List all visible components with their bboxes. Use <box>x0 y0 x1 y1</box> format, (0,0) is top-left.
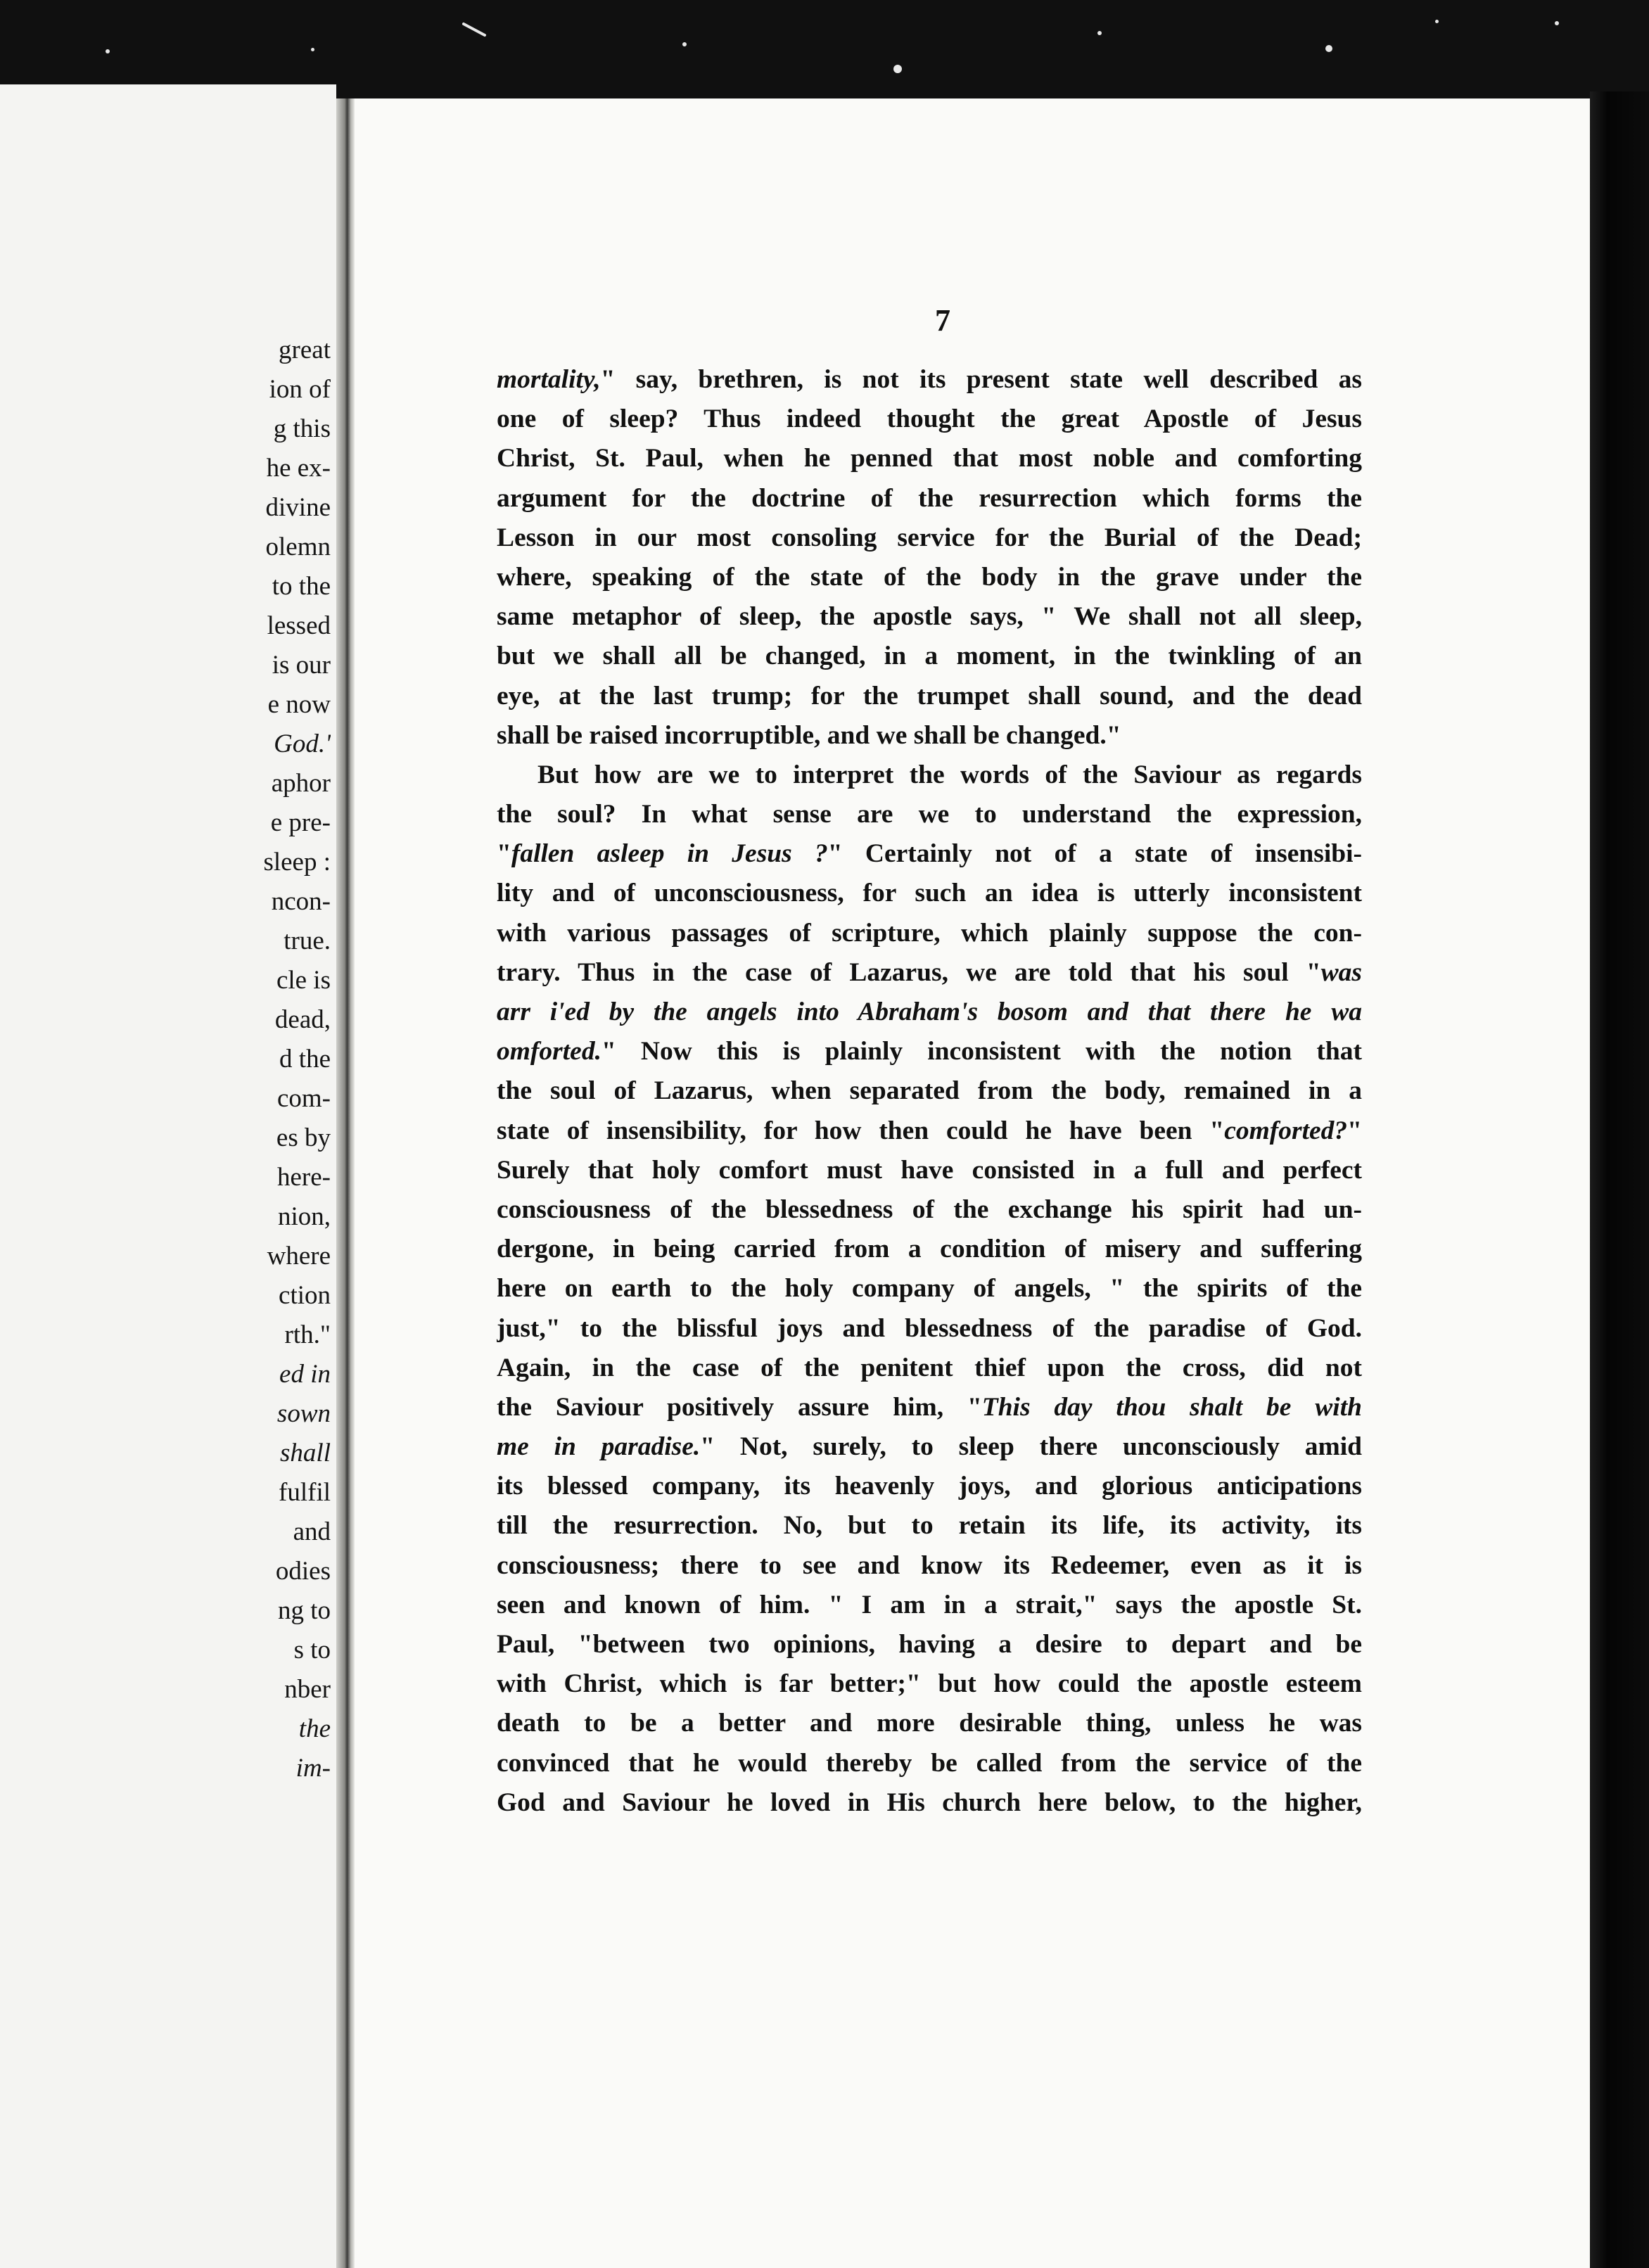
text-line <box>497 1388 1362 1427</box>
facing-line: ction <box>279 1281 331 1310</box>
text-line: the soul of Lazarus, when separated from the body, remained in a <box>497 1076 1362 1106</box>
text-line: one of sleep? Thus indeed thought the great Apostle of Jesus <box>497 404 1362 434</box>
text-line: the soul? In what sense are we to understand the expression, <box>497 800 1362 829</box>
text-line: Again, in the case of the penitent thief upon the cross, did not <box>497 1353 1362 1382</box>
facing-line: ncon- <box>271 887 331 916</box>
facing-line: s to <box>293 1636 331 1664</box>
italic-phrase: was <box>1320 957 1362 987</box>
text-line: Surely that holy comfort must have consisted in a full and perfect <box>497 1155 1362 1185</box>
facing-line: odies <box>275 1557 331 1586</box>
text-line <box>497 993 1362 1032</box>
text-line: Paul, "between two opinions, having a desire to depart and be <box>497 1630 1362 1659</box>
text-run: " <box>497 839 511 869</box>
facing-line: ng to <box>277 1596 331 1625</box>
text-line: with Christ, which is far better;" but how could the apostle esteem <box>497 1669 1362 1699</box>
facing-line: ed in <box>279 1360 331 1389</box>
facing-line: shall <box>280 1439 331 1467</box>
facing-line: the <box>298 1714 331 1743</box>
facing-line: God.' <box>274 730 331 758</box>
facing-line: dead, <box>274 1005 331 1034</box>
text-line <box>497 953 1362 993</box>
text-line: same metaphor of sleep, the apostle says, " We shall not all sleep, <box>497 602 1362 632</box>
facing-line: to the <box>272 572 331 601</box>
facing-line: great <box>279 336 331 364</box>
facing-line: rth." <box>284 1320 331 1349</box>
italic-phrase: omforted. <box>497 1037 601 1066</box>
dust-speck <box>682 42 687 46</box>
dust-speck <box>311 48 314 51</box>
facing-line: is our <box>272 651 331 680</box>
text-run: trary. Thus in the case of Lazarus, we are told that his soul " <box>497 957 1321 987</box>
text-run: " Not, surely, to sleep there unconsciously amid <box>700 1432 1362 1462</box>
facing-page-text <box>0 331 331 1788</box>
text-line: But how are we to interpret the words of the Saviour as regards <box>537 760 1362 789</box>
text-line <box>497 834 1362 874</box>
text-run: the Saviour positively assure him, " <box>497 1392 982 1422</box>
facing-line: es by <box>276 1123 331 1152</box>
facing-line: sleep : <box>263 848 331 877</box>
text-run: " Certainly not of a state of insensibi- <box>827 839 1362 869</box>
facing-line: divine <box>265 493 331 522</box>
text-run: state of insensibility, for how then could he have been " <box>497 1116 1225 1145</box>
scan-right-border <box>1590 91 1649 2268</box>
facing-line: ion of <box>269 375 331 404</box>
italic-phrase: arr i'ed by the angels into Abraham's bosom and that there he wa <box>497 998 1362 1026</box>
text-line <box>497 1427 1362 1467</box>
facing-line: e now <box>267 690 331 719</box>
text-line: Lesson in our most consoling service for the Burial of the Dead; <box>497 523 1362 552</box>
facing-line: e pre- <box>270 808 331 837</box>
text-line: shall be raised incorruptible, and we shall be changed." <box>497 720 1121 750</box>
facing-line: nber <box>284 1675 331 1704</box>
facing-line: sown <box>276 1399 331 1428</box>
facing-line: here- <box>277 1163 331 1192</box>
text-run: " Now this is plainly inconsistent with the notion that <box>601 1037 1362 1066</box>
dust-scratch <box>461 22 486 37</box>
facing-line: lessed <box>267 611 331 640</box>
text-line: but we shall all be changed, in a moment, in the twinkling of an <box>497 642 1362 671</box>
text-line: here on earth to the holy company of angels, " the spirits of the <box>497 1274 1362 1304</box>
text-run: " say, brethren, is not its present state well described as <box>600 365 1362 394</box>
text-line: just," to the blissful joys and blessedness of the paradise of God. <box>497 1313 1362 1343</box>
italic-phrase: me in paradise. <box>497 1432 701 1462</box>
book-gutter <box>336 98 355 2268</box>
text-line <box>497 360 1362 400</box>
text-line: consciousness; there to see and know its Redeemer, even as it is <box>497 1550 1362 1580</box>
facing-line: olemn <box>265 533 331 561</box>
facing-line: d the <box>279 1045 331 1074</box>
facing-line: fulfil <box>279 1478 331 1507</box>
text-line: with various passages of scripture, which plainly suppose the con- <box>497 918 1362 948</box>
page-body-text <box>497 360 1362 1823</box>
text-line: God and Saviour he loved in His church here below, to the higher, <box>497 1788 1362 1817</box>
text-line: lity and of unconsciousness, for such an idea is utterly inconsistent <box>497 879 1362 908</box>
facing-line: g this <box>273 414 331 443</box>
text-line: eye, at the last trump; for the trumpet shall sound, and the dead <box>497 681 1362 711</box>
text-line: Christ, St. Paul, when he penned that most noble and comforting <box>497 444 1362 473</box>
italic-phrase: comforted? <box>1224 1116 1348 1145</box>
text-line: dergone, in being carried from a condition of misery and suffering <box>497 1235 1362 1264</box>
facing-line: cle is <box>276 966 331 995</box>
italic-phrase: This day thou shalt be with <box>981 1392 1362 1422</box>
text-line: seen and known of him. " I am in a strait," says the apostle St. <box>497 1590 1362 1619</box>
dust-speck <box>1097 31 1102 35</box>
text-line: consciousness of the blessedness of the exchange his spirit had un- <box>497 1194 1362 1224</box>
text-line: till the resurrection. No, but to retain its life, its activity, its <box>497 1511 1362 1541</box>
facing-line: and <box>293 1517 331 1546</box>
dust-speck <box>1555 21 1559 25</box>
facing-line: where <box>267 1242 331 1270</box>
facing-line: nion, <box>277 1202 331 1231</box>
text-line: argument for the doctrine of the resurrection which forms the <box>497 483 1362 513</box>
text-line <box>497 1111 1362 1151</box>
text-line <box>497 1032 1362 1071</box>
text-line: where, speaking of the state of the body in the grave under the <box>497 562 1362 592</box>
text-line: convinced that he would thereby be called from the service of the <box>497 1748 1362 1778</box>
dust-speck <box>893 65 902 73</box>
facing-line: aphor <box>271 769 331 798</box>
facing-line: true. <box>284 926 331 955</box>
dust-speck <box>1435 20 1439 23</box>
text-line: death to be a better and more desirable thing, unless he was <box>497 1709 1362 1738</box>
italic-phrase: mortality, <box>497 365 601 394</box>
text-run: " <box>1347 1116 1362 1145</box>
facing-line: com- <box>276 1084 331 1113</box>
dust-speck <box>106 49 110 53</box>
page-number: 7 <box>935 303 950 338</box>
text-line: its blessed company, its heavenly joys, and glorious anticipations <box>497 1472 1362 1501</box>
facing-line: im- <box>295 1754 331 1783</box>
facing-line: he ex- <box>266 454 331 483</box>
italic-phrase: fallen asleep in Jesus ? <box>511 839 828 869</box>
dust-speck <box>1325 45 1332 52</box>
